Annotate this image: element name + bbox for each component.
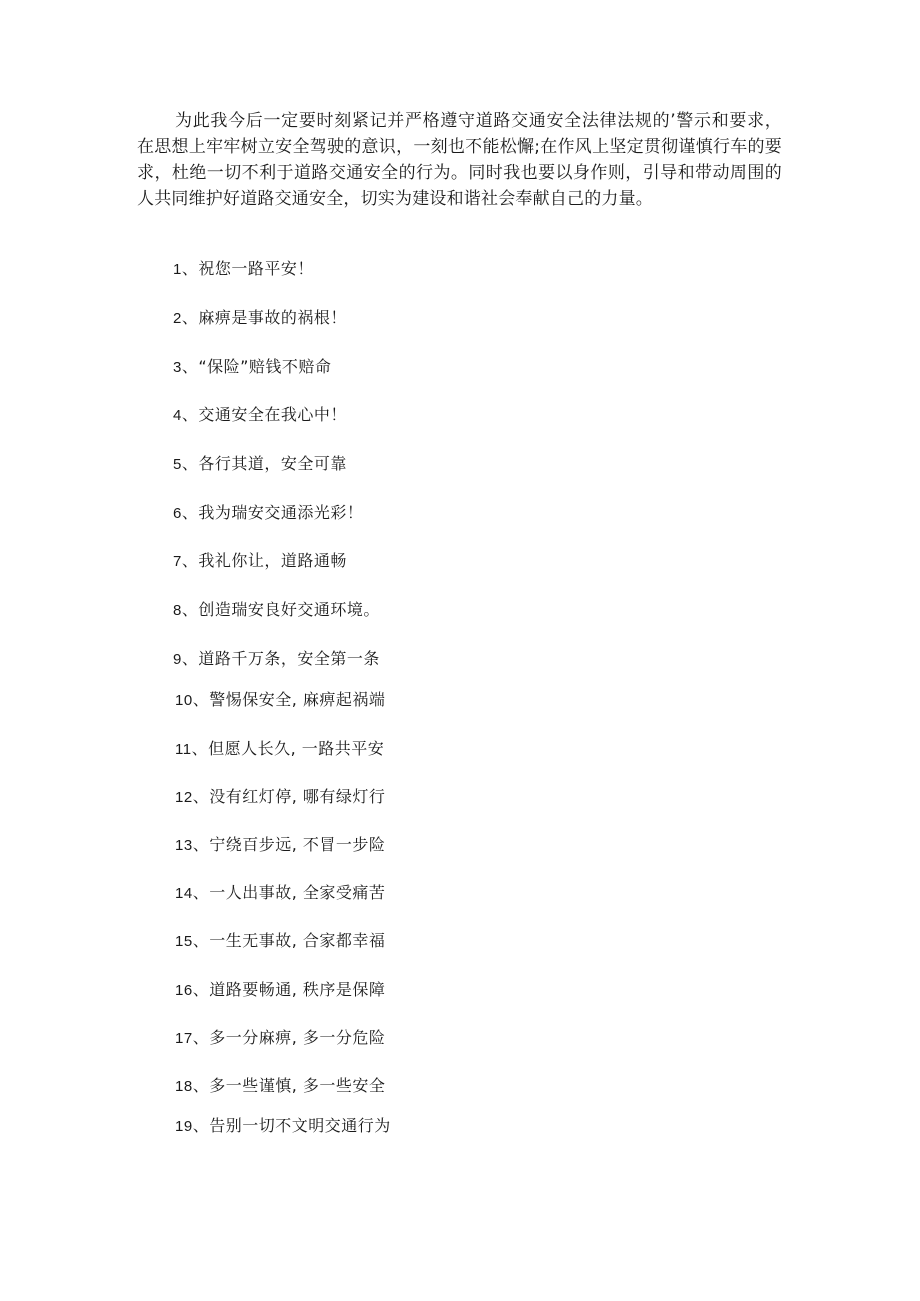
slogan-text: 、宁绕百步远, 不冒一步险 <box>192 835 386 854</box>
slogan-number: 3 <box>173 359 182 376</box>
slogan-number: 18 <box>175 1078 193 1095</box>
slogan-text: 、道路要畅通, 秩序是保障 <box>192 980 386 999</box>
slogan-text: 、多一分麻痹, 多一分危险 <box>192 1028 386 1047</box>
slogan-text: 、麻痹是事故的祸根！ <box>181 308 347 327</box>
slogan-text: 、多一些谨慎, 多一些安全 <box>192 1076 386 1095</box>
slogan-number: 7 <box>173 553 182 570</box>
slogan-item <box>175 1027 385 1050</box>
slogan-number: 2 <box>173 310 182 327</box>
slogan-item <box>173 356 331 379</box>
slogan-item <box>173 258 314 281</box>
slogan-item <box>175 1075 385 1098</box>
slogan-item <box>173 648 380 671</box>
slogan-text: 、告别一切不文明交通行为 <box>192 1116 391 1135</box>
slogan-number: 16 <box>175 982 193 999</box>
slogan-number: 13 <box>175 837 193 854</box>
slogan-text: 、祝您一路平安！ <box>181 259 314 278</box>
slogan-item <box>173 453 347 476</box>
slogan-text: 、我为瑞安交通添光彩！ <box>181 503 364 522</box>
slogan-item <box>175 882 385 905</box>
slogan-number: 5 <box>173 456 182 473</box>
slogan-text: 、但愿人长久, 一路共平安 <box>191 739 385 758</box>
slogan-number: 9 <box>173 651 182 668</box>
slogan-number: 8 <box>173 602 182 619</box>
slogan-item <box>175 930 385 953</box>
slogan-item <box>173 502 363 525</box>
slogan-item <box>175 834 385 857</box>
intro-paragraph: 为此我今后一定要时刻紧记并严格遵守道路交通安全法律法规的’警示和要求，在思想上牢牢树立安全驾驶的意识，一刻也不能松懈;在作风上坚定贯彻谨慎行车的要求，杜绝一切不利于道路交通安全的行为。同时我也要以身作则，引导和带动周围的人共同维护好道路交通安全，切实为建设和谐社会奉献自己的力量。 <box>137 111 782 209</box>
slogan-item <box>175 689 385 712</box>
slogan-item <box>173 550 347 573</box>
slogan-item <box>175 738 384 761</box>
slogan-text: 、没有红灯停, 哪有绿灯行 <box>192 787 386 806</box>
slogan-text: 、警惕保安全, 麻痹起祸端 <box>192 690 386 709</box>
slogan-item <box>173 404 347 427</box>
slogan-number: 17 <box>175 1030 193 1047</box>
slogan-number: 19 <box>175 1118 193 1135</box>
slogan-text: 、一生无事故, 合家都幸福 <box>192 931 386 950</box>
slogan-item <box>175 786 385 809</box>
slogan-text: 、交通安全在我心中！ <box>181 405 347 424</box>
slogan-item <box>173 307 347 330</box>
slogan-item <box>175 979 385 1002</box>
slogan-number: 11 <box>175 741 192 758</box>
slogan-number: 6 <box>173 505 182 522</box>
slogan-text: 、我礼你让，道路通畅 <box>181 551 347 570</box>
slogan-number: 1 <box>173 261 182 278</box>
slogan-item <box>173 599 380 622</box>
slogan-number: 12 <box>175 789 193 806</box>
slogan-item <box>175 1115 391 1138</box>
slogan-number: 14 <box>175 885 193 902</box>
slogan-text: 、道路千万条，安全第一条 <box>181 649 380 668</box>
slogan-text: 、“保险”赔钱不赔命 <box>181 357 332 376</box>
slogan-number: 10 <box>175 692 193 709</box>
slogan-text: 、一人出事故, 全家受痛苦 <box>192 883 386 902</box>
slogan-text: 、各行其道，安全可靠 <box>181 454 347 473</box>
slogan-text: 、创造瑞安良好交通环境。 <box>181 600 380 619</box>
slogan-number: 4 <box>173 407 182 424</box>
slogan-number: 15 <box>175 933 193 950</box>
